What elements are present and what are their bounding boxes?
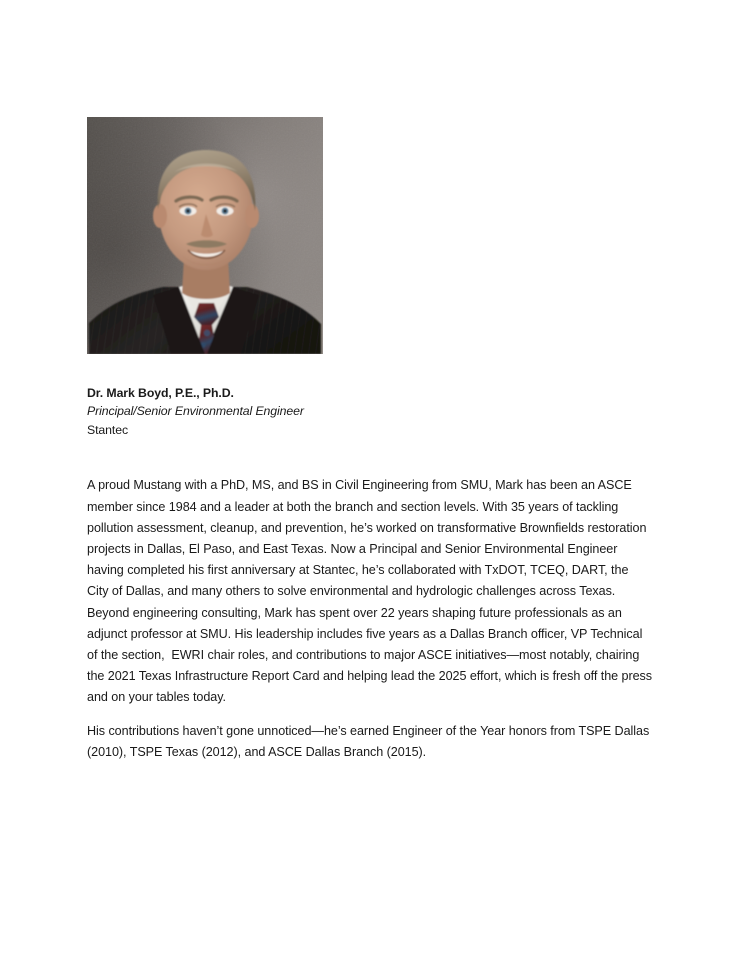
biography-paragraph: His contributions haven’t gone unnoticed—he’s earned Engineer of the Year honors from TSPE Dallas (2010), TSPE Texas (2012), and ASCE Dallas Branch (2015). [87,723,653,759]
person-organization: Stantec [87,422,129,437]
name-block [87,385,653,439]
content-column [87,117,656,763]
person-title: Principal/Senior Environmental Engineer [87,404,304,419]
portrait-photo [87,117,323,354]
portrait-image [87,117,323,354]
person-name: Dr. Mark Boyd, P.E., Ph.D. [87,386,234,400]
biography [87,475,656,763]
biography-paragraph: A proud Mustang with a PhD, MS, and BS in Civil Engineering from SMU, Mark has been an ASCE member since 1984 and a leader at both the branch and section levels. With 35 years of tackling pollution assessment, cleanup, and prevention, he’s worked on transformative Brownfields restoration projects in Dallas, El Paso, and East Texas. Now a Principal and Senior Environmental Engineer having completed his first anniversary at Stantec, he’s collaborated with TxDOT, TCEQ, DART, the City of Dallas, and many others to solve environmental and hydrologic challenges across Texas. Beyond engineering consulting, Mark has spent over 22 years shaping future professionals as an adjunct professor at SMU. His leadership includes five years as a Dallas Branch officer, VP Technical of the section, EWRI chair roles, and contributions to major ASCE initiatives—most notably, chairing the 2021 Texas Infrastructure Report Card and helping lead the 2025 effort, which is fresh off the press and on your tables today. [87,478,656,705]
